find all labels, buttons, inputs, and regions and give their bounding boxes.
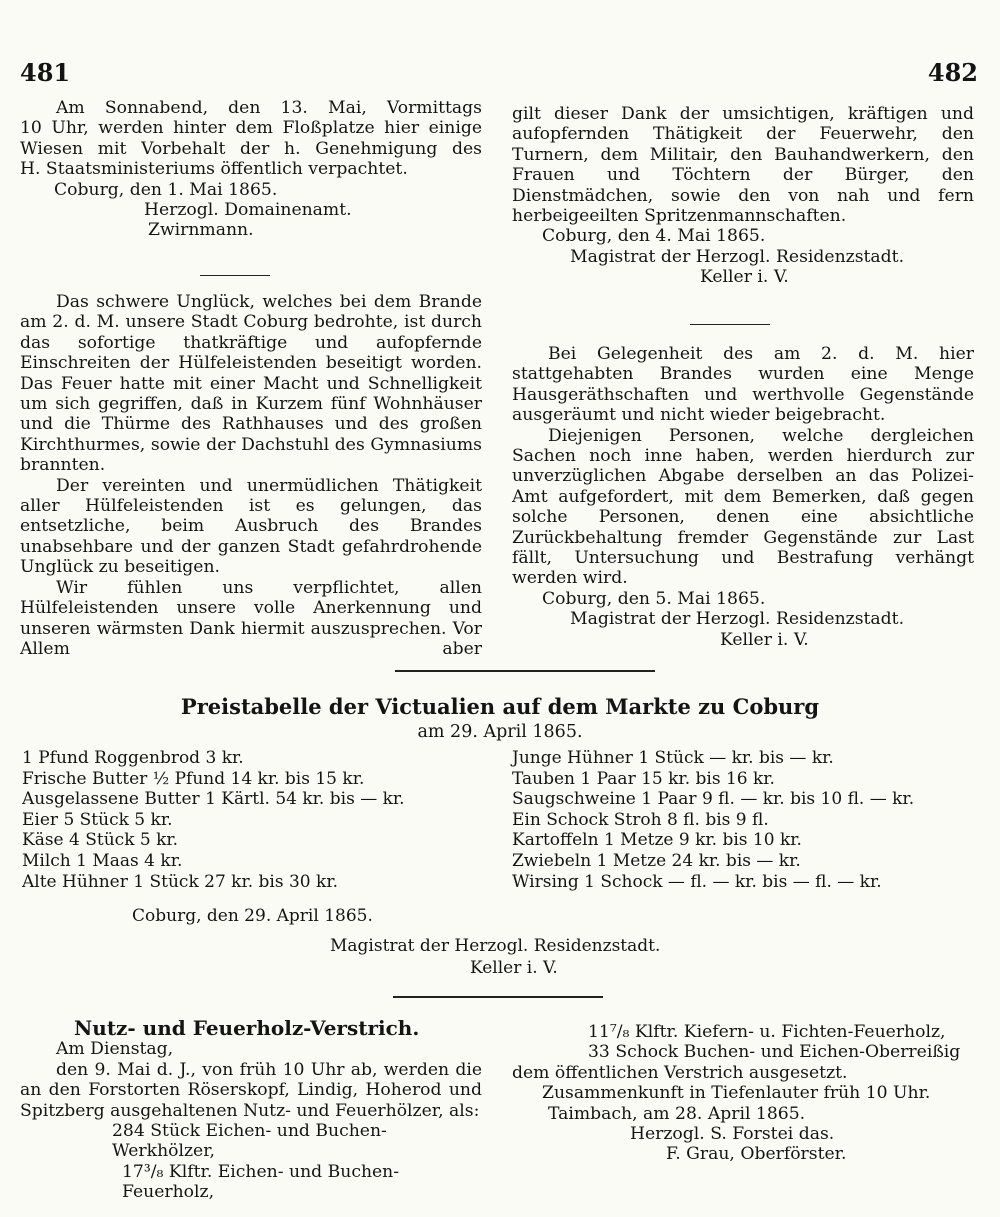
price-table-date: Coburg, den 29. April 1865. [132,906,373,926]
wood-sale-right [512,1022,974,1165]
wood-sale-signature-name: F. Grau, Oberförster. [666,1144,847,1165]
notice1-line: Am Sonnabend, den 13. Mai, Vormittags [56,98,482,118]
price-item: Käse 4 Stück 5 kr. [22,830,179,851]
notice3-date: Coburg, den 5. Mai 1865. [542,588,766,609]
price-table-signature-office: Magistrat der Herzogl. Residenzstadt. [330,936,661,956]
divider [200,275,270,276]
notice1-line: Wiesen mit Vorbehalt der h. Genehmigung des [20,138,482,159]
price-item: Tauben 1 Paar 15 kr. bis 16 kr. [512,768,775,789]
price-item: Alte Hühner 1 Stück 27 kr. bis 30 kr. [22,871,338,892]
price-table-title: Preistabelle der Victualien auf dem Markte zu Coburg [180,694,820,719]
price-item: Frische Butter ½ Pfund 14 kr. bis 15 kr. [22,768,365,789]
wood-sale-text: dem öffentlichen Verstrich ausgesetzt. [512,1062,848,1083]
notice1-signature-office: Herzogl. Domainenamt. [144,200,352,221]
notice3-paragraph: Diejenigen Personen, welche dergleichen Sachen noch inne haben, werden hierdurch zur unverzüglichen Abgabe derselben an das Polizei-Amt aufgefordert, mit dem Bemerken, daß gegen solche Personen, denen eine absichtliche Zurückbehaltung fremder Gegenstände zur Last fällt, Untersuchung und Bestrafung verhängt werden wird. [512,425,974,589]
price-item: Ein Schock Stroh 8 fl. bis 9 fl. [512,809,769,830]
notice1-line: 10 Uhr, werden hinter dem Floßplatze hier einige [20,118,482,139]
section-divider [393,996,603,998]
notice2-paragraph: Der vereinten und unermüdlichen Thätigkeit aller Hülfeleistenden ist es gelungen, das entsetzliche, beim Ausbruch des Brandes unabsehbare und der ganzen Stadt gefahrdrohende Unglück zu beseitigen. [20,475,482,578]
price-item: Junge Hühner 1 Stück — kr. bis — kr. [512,748,834,768]
divider [690,324,770,325]
wood-sale-signature-office: Herzogl. S. Forstei das. [630,1124,835,1145]
notice3-signature-office: Magistrat der Herzogl. Residenzstadt. [570,609,905,630]
notice1-signature-name: Zwirnmann. [148,220,254,241]
notice1-line: H. Staatsministeriums öffentlich verpachtet. [20,159,408,180]
price-item: Milch 1 Maas 4 kr. [22,850,183,871]
wood-sale-date: Taimbach, am 28. April 1865. [548,1103,806,1124]
price-item: Kartoffeln 1 Metze 9 kr. bis 10 kr. [512,830,802,851]
left-column [20,98,482,241]
wood-sale-text: Zusammenkunft in Tiefenlauter früh 10 Uhr. [542,1083,931,1104]
price-item: Zwiebeln 1 Metze 24 kr. bis — kr. [512,850,801,871]
wood-sale-day: Am Dienstag, [56,1039,174,1060]
notice2-date: Coburg, den 4. Mai 1865. [542,226,766,247]
notice2-paragraph: Wir fühlen uns verpflichtet, allen Hülfeleistenden unsere volle Anerkennung und unseren wärmsten Dank hiermit auszusprechen. Vor Allem aber [20,577,482,659]
price-item: Ausgelassene Butter 1 Kärtl. 54 kr. bis — kr. [22,789,405,810]
price-table-subtitle: am 29. April 1865. [417,722,583,742]
wood-sale-item: 284 Stück Eichen- und Buchen-Werkhölzer, [112,1121,387,1162]
price-list-right [512,748,914,892]
notice2-continuation: gilt dieser Dank der umsichtigen, kräftigen und aufopfernden Thätigkeit der Feuerwehr, den Turnern, dem Militair, den Bauhandwerkern, den Frauen und Töchtern der Bürger, den Dienstmädchen, sowie den von nah und fern herbeigeeilten Spritzenmannschaften. [512,104,974,227]
wood-sale-paragraph: den 9. Mai d. J., von früh 10 Uhr ab, werden die an den Forstorten Röserskopf, Lindig, Hoherod und Spitzberg ausgehaltenen Nutz- und Feuerhölzer, als: [20,1059,482,1121]
notice1-date: Coburg, den 1. Mai 1865. [54,179,278,200]
price-list-left [22,748,405,892]
left-column-notice2 [20,292,482,659]
wood-sale-item: 33 Schock Buchen- und Eichen-Oberreißig [588,1042,961,1063]
notice3-paragraph: Bei Gelegenheit des am 2. d. M. hier stattgehabten Brandes wurden eine Menge Hausgeräthschaften und werthvolle Gegenstände ausgeräumt und nicht wieder beigebracht. [512,344,974,426]
price-table-signature-name: Keller i. V. [470,958,558,978]
wood-sale-item: 17³/₈ Klftr. Eichen- und Buchen-Feuerholz, [122,1161,400,1203]
notice2-signature-office: Magistrat der Herzogl. Residenzstadt. [570,246,905,267]
price-item: Saugschweine 1 Paar 9 fl. — kr. bis 10 fl. — kr. [512,789,915,810]
notice2-signature-name: Keller i. V. [700,267,789,288]
right-column [512,104,974,288]
wood-sale-heading: Nutz- und Feuerholz-Verstrich. [74,1016,420,1040]
notice2-paragraph: Das schwere Unglück, welches bei dem Brande am 2. d. M. unsere Stadt Coburg bedrohte, ist durch das sofortige thatkräftige und aufopfernde Einschreiten der Hülfeleistenden beseitigt worden. Das Feuer hatte mit einer Macht und Schnelligkeit um sich gegriffen, daß in Kurzem fünf Wohnhäuser und die Thürme des Rathhauses und des großen Kirchthurmes, sowie der Dachstuhl des Gymnasiums brannten. [20,292,482,476]
section-divider [395,670,655,672]
page-number-left: 481 [20,58,71,87]
notice3-signature-name: Keller i. V. [720,629,809,650]
page-number-right: 482 [927,58,978,87]
wood-sale-item: 11⁷/₈ Klftr. Kiefern- u. Fichten-Feuerholz, [588,1022,946,1042]
price-item: Wirsing 1 Schock — fl. — kr. bis — fl. — kr. [512,871,882,892]
price-item: Eier 5 Stück 5 kr. [22,809,173,830]
right-column-notice3 [512,344,974,650]
wood-sale-left [20,1018,482,1203]
price-item: 1 Pfund Roggenbrod 3 kr. [22,748,244,768]
